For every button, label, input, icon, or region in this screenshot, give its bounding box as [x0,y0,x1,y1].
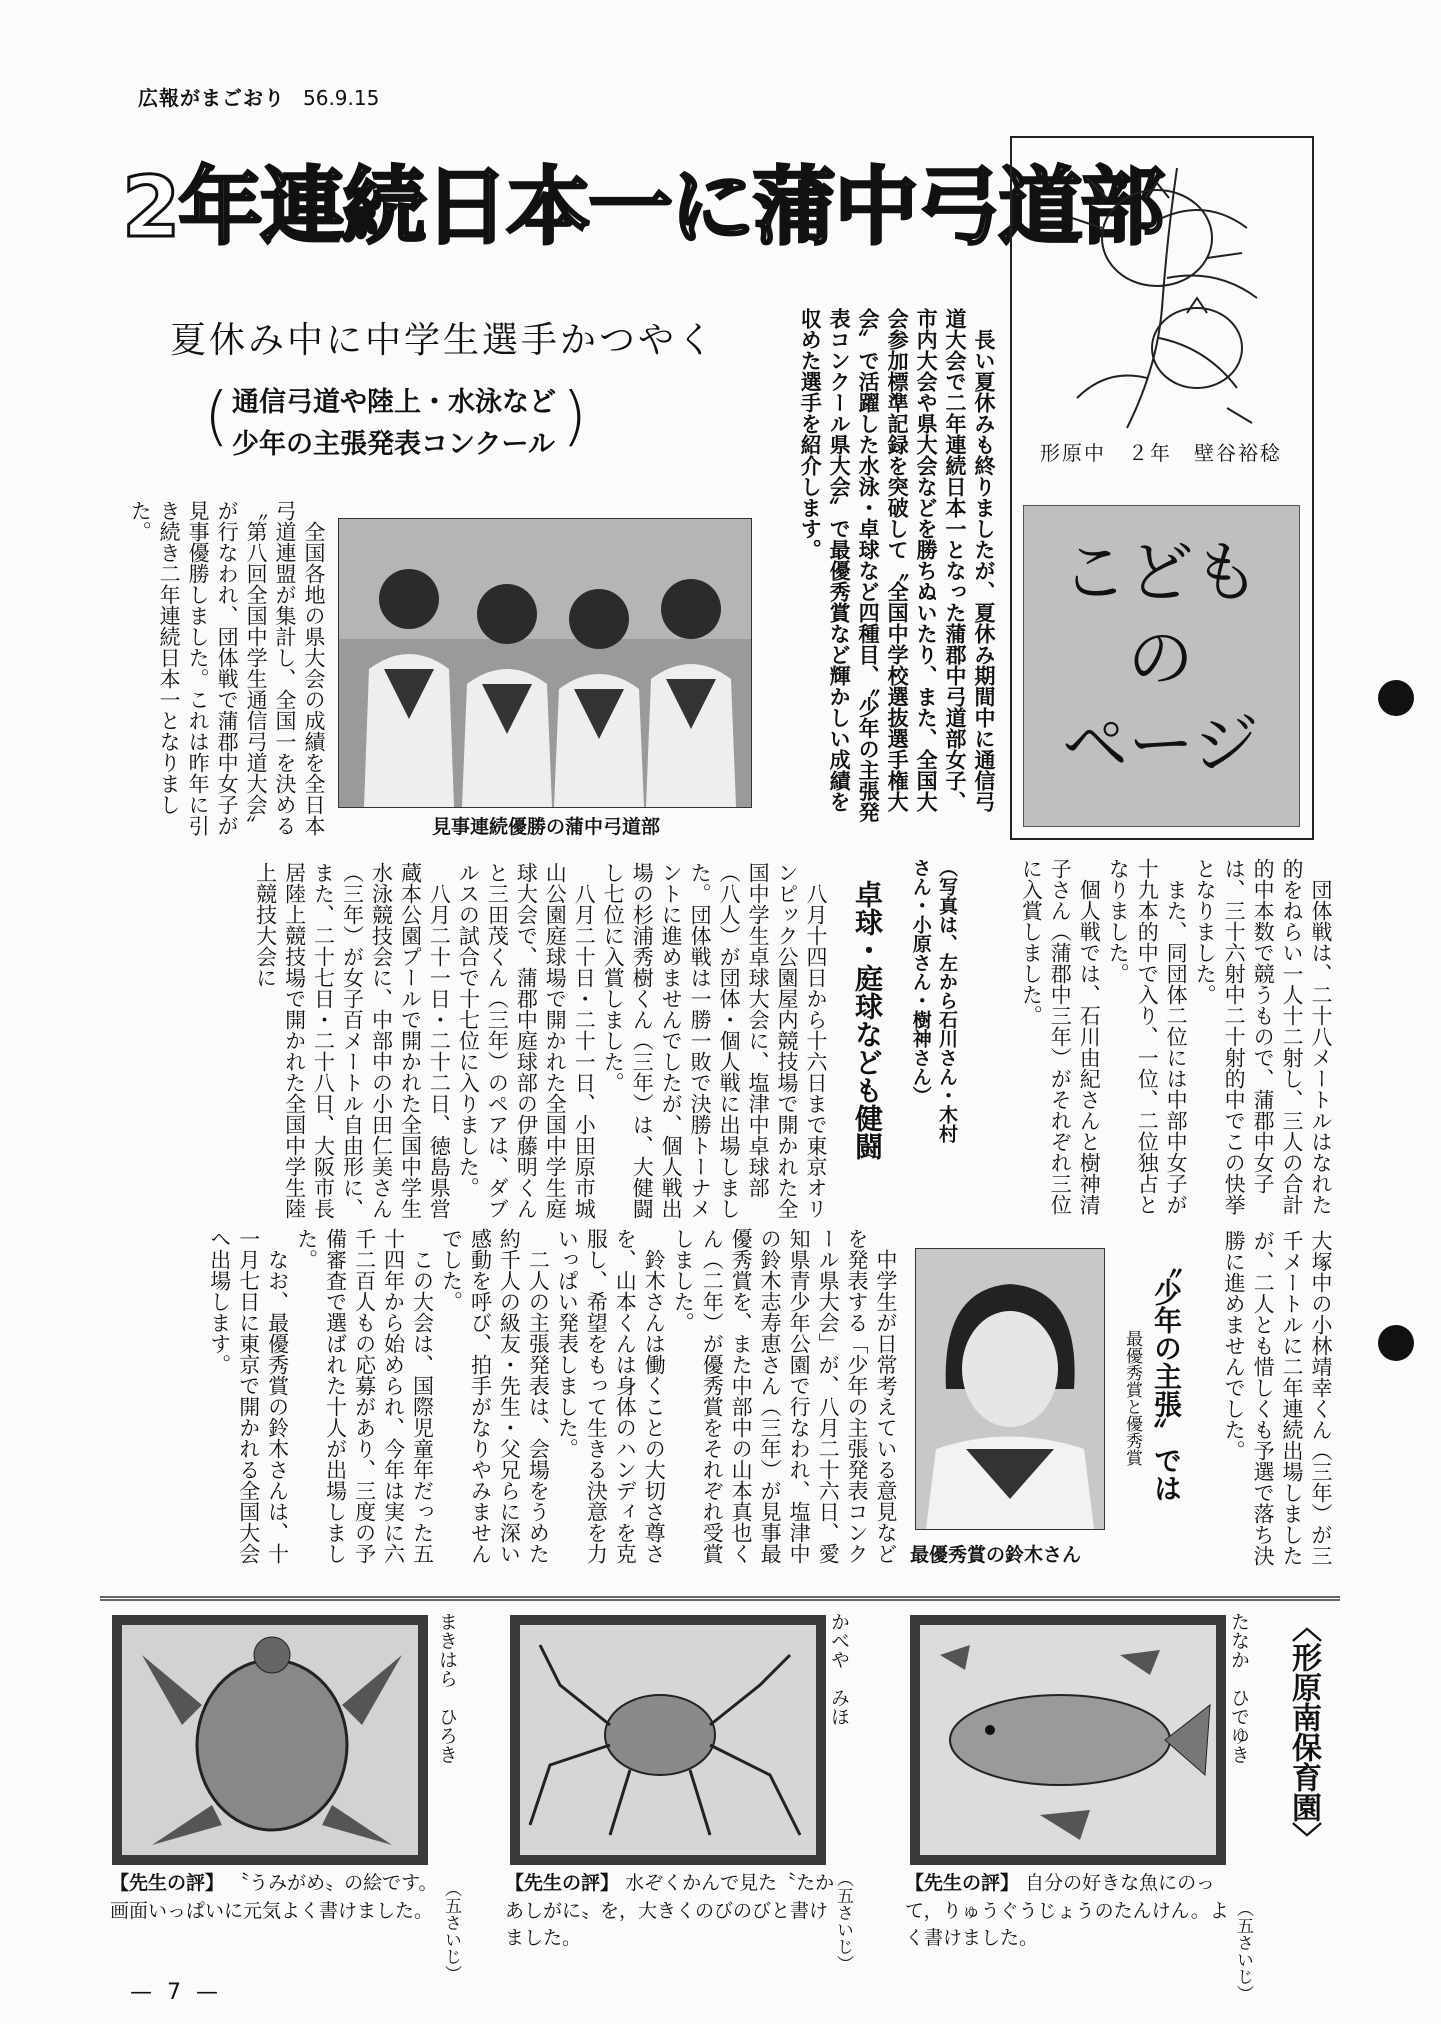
artwork-sea-turtle [112,1615,428,1865]
page-title: 2年連続日本一に蒲中弓道部 [122,158,1163,256]
speech-heading: 〝少年の主張〟では [1150,1250,1183,1502]
subtitle-block [204,380,587,466]
subtitle-line-2: 少年の主張発表コンクール [232,428,555,460]
teacher-comment-text: 自分の好きな魚にのって，りゅうぐうじょうのたんけん。よく書けました。 [905,1872,1229,1950]
teacher-comment [905,1870,1235,1953]
kodomo-illustrator: 形原中 ２年 壁谷裕稔 [1040,441,1282,465]
speech-winner-photo [915,1248,1105,1530]
teacher-comment-label: 【先生の評】 [905,1872,1020,1894]
table-tennis-article: 八月十四日から十六日まで東京オリンピック公園屋内競技場で開かれた全国中学生卓球大会に、塩津中卓球部（八人）が団体・個人戦に出場しました。団体戦は一勝一敗で決勝トーナメントに進めませんでしたが、個人戦出場の杉浦秀樹くん（三年）は、大健闘し七位に入賞しました。 八月二十日・二十一日、小田原市城山公園庭球場で開かれた全国中学生庭球大会で、蒲郡中庭球部の伊藤明くんと三田茂くん（三年）のペアは、ダブルスの試合で十七位に入りました。 八月二十一日・二十二日、徳島県営蔵本公園プールで開かれた全国中学生水泳競技会に、中部中の小田仁美さん（三年）が女子百メートル自由形に、また、二十七日・二十八日、大阪市長居陸上競技場で開かれた全国中学生陸上競技大会に [253,862,828,1219]
artist-age: （五さいじ） [1233,1900,1253,2002]
right-paren-glyph: ) [562,380,587,454]
whale-drawing [920,1625,1216,1855]
punch-hole [1378,1325,1414,1361]
speech-article: 中学生が日常考えている意見などを発表する「少年の主張発表コンクール県大会」が、八月二十六日、愛知県青少年公園で行なわれ、塩津中の鈴木志寿恵さん（三年）が見事最優秀賞を、また中部中の山本真也くん（二年）が優秀賞をそれぞれ受賞しました。 鈴木さんは働くことの大切さ尊さを、山本くんは身体のハンディを克服し、希望をもって生きる決意を力いっぱい発表しました。 二人の主張発表は、会場をうめた約千人の級友・先生・父兄らに深い感動を呼び、拍手がなりやみませんでした。 この大会は、国際児童年だった五十四年から始められ、今年は実に六千二百人もの応募があり、三度の予備審査で選ばれた十人が出場しました。 なお、最優秀賞の鈴木さんは、十一月七日に東京で開かれる全国大会へ出場します。 [207,1228,898,1564]
archery-article-col1: 全国各地の県大会の成績を全日本弓道連盟が集計し、全国一を決める〝第八回全国中学生通信弓道大会〟が行なわれ、団体戦で蒲郡中女子が見事優勝しました。これは昨年に引き続き二年連続日本一となりました。 [128,500,326,836]
subheadline: 夏休み中に中学生選手かつやく [170,320,717,361]
artwork-whale [910,1615,1226,1865]
kodomo-title [1023,530,1298,787]
issue-date: 56.9.15 [303,86,380,110]
kodomo-title-line: ページ [1062,705,1259,783]
archery-photo-note: （写真は、左から石川さん・木村さん・小原さん・樹神さん） [909,858,958,1143]
speech-subheading: 最優秀賞と優秀賞 [1122,1330,1142,1466]
left-paren-glyph: ( [204,380,229,454]
masthead [138,82,379,111]
punch-hole [1378,680,1414,716]
subtitle-line-1: 通信弓道や陸上・水泳など [232,387,556,418]
teacher-comment-label: 【先生の評】 [505,1872,620,1894]
archery-article-col2: 団体戦は、二十八メートルはなれた的をねらい一人十二射し、三人の合計的中本数で競うもので、蒲郡中女子は、三十六射中二十射的中でこの快挙となりました。 また、同団体二位には中部中女子が十九本的中で入り、一位、二位独占となりました。 個人戦では、石川由紀さんと樹神清子さん（蒲郡中三年）がそれぞれ三位に入賞しました。 [1019,858,1333,1215]
artist-name: かべや みほ [828,1612,850,1726]
page-number: — 7 — [130,1980,222,2005]
table-tennis-heading: 卓球・庭球なども健闘 [851,880,884,1160]
publication-name: 広報がまごおり [138,86,285,110]
sea-turtle-drawing [122,1625,418,1855]
artist-age: （五さいじ） [833,1870,853,1972]
archery-photo-caption: 見事連続優勝の蒲中弓道部 [432,816,661,838]
nursery-label: 〈形原南保育園〉 [1286,1612,1321,1852]
pomegranate-drawing [1067,158,1267,438]
archery-team-photo [338,518,752,808]
kodomo-title-line: こども [1061,534,1260,611]
archery-article-col3: 大塚中の小林靖幸くん（三年）が三千メートルに二年連続出場しましたが、二人とも惜しくも予選で落ち決勝に進めませんでした。 [1222,1230,1333,1566]
artist-age: （五さいじ） [441,1880,461,1982]
kodomo-title-line: の [1127,619,1194,697]
teacher-comment [110,1870,440,1925]
speech-photo-caption: 最優秀賞の鈴木さん [910,1544,1082,1566]
speech-photo-illustration [916,1249,1104,1529]
archery-photo-illustration [339,519,751,807]
lead-paragraph: 長い夏休みも終りましたが、夏休み期間中に通信弓道大会で二年連続日本一となった蒲郡中弓道部女子、市内大会や県大会などを勝ちぬいたり、また、全国大会参加標準記録を突破して〝全国中学校選抜選手権大会〟で活躍した水泳・卓球など四種目、〝少年の主張発表コンクール県大会〟で最優秀賞など輝かしい成績を収めた選手を紹介します。 [798,308,996,823]
artwork-crab [510,1615,826,1865]
section-divider [100,1596,1340,1601]
teacher-comment-text: 水ぞくかんで見た〝たかあしがに〟を，大きくのびのびと書けました。 [505,1872,835,1950]
crab-drawing [520,1625,816,1855]
teacher-comment-label: 【先生の評】 [110,1872,225,1894]
teacher-comment-text: 〝うみがめ〟の絵です。画面いっぱいに元気よく書けました。 [110,1872,438,1922]
teacher-comment [505,1870,835,1953]
artist-name: たなか ひでゆき [1228,1612,1250,1764]
artist-name: まきはら ひろき [436,1612,458,1764]
